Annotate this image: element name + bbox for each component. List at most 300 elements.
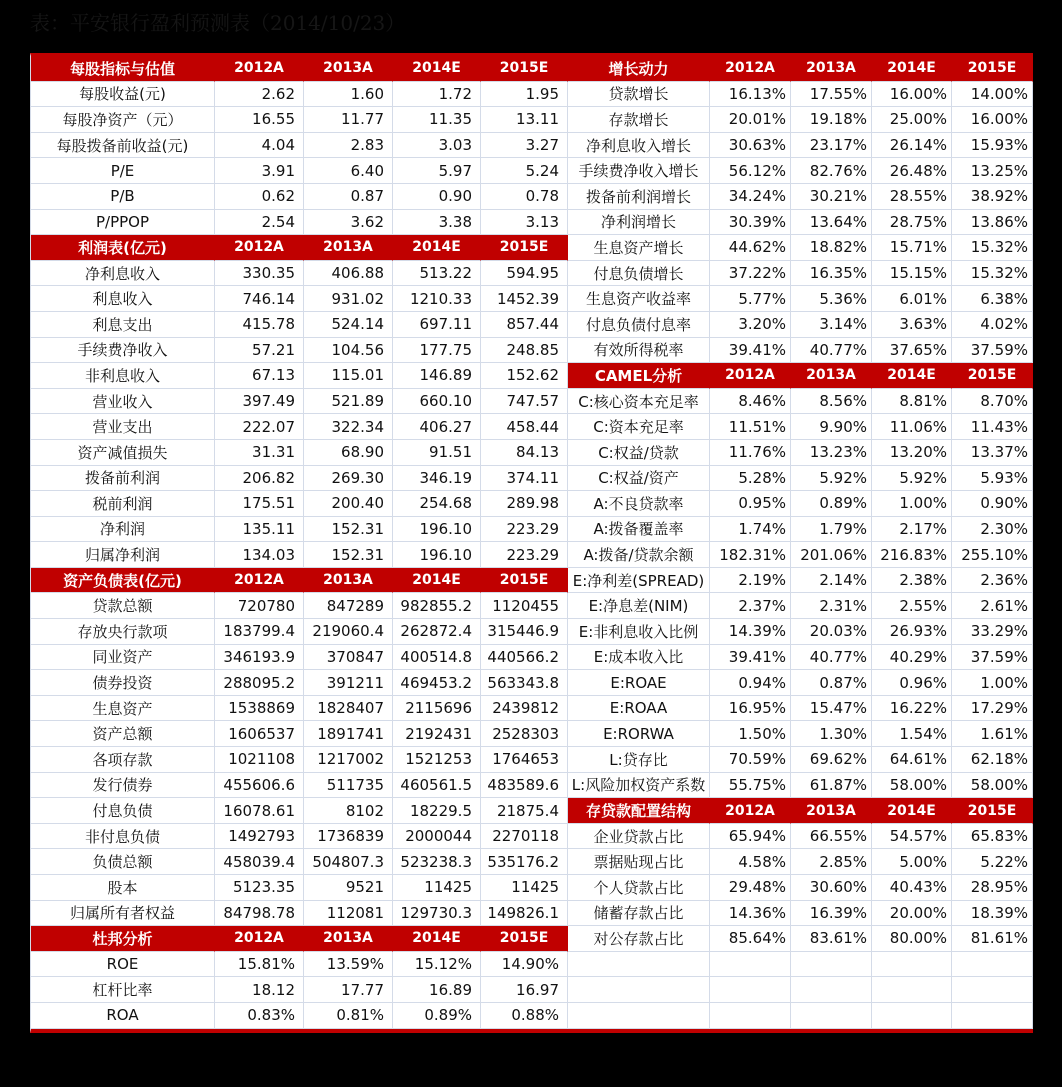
year-header: 2014E	[872, 798, 952, 824]
year-header: 2012A	[710, 798, 791, 824]
value-cell: 26.93%	[872, 619, 952, 645]
row-label: 非利息收入	[31, 363, 215, 389]
value-cell: 0.81%	[304, 1003, 393, 1029]
value-cell: 15.32%	[952, 261, 1033, 287]
table-row	[568, 773, 1033, 799]
year-header: 2014E	[872, 363, 952, 389]
year-header: 2012A	[710, 363, 791, 389]
row-label: 利息支出	[31, 312, 215, 338]
row-label: 同业资产	[31, 645, 215, 671]
value-cell: 1.50%	[710, 721, 791, 747]
value-cell: 521.89	[304, 389, 393, 415]
row-label: P/E	[31, 158, 215, 184]
value-cell: 248.85	[481, 338, 568, 364]
row-label: P/PPOP	[31, 210, 215, 236]
value-cell: 931.02	[304, 286, 393, 312]
forecast-table	[30, 53, 1033, 1033]
value-cell: 1.54%	[872, 721, 952, 747]
value-cell: 513.22	[393, 261, 481, 287]
value-cell: 15.81%	[215, 952, 304, 978]
value-cell: 201.06%	[791, 542, 872, 568]
value-cell: 104.56	[304, 338, 393, 364]
empty-cell	[791, 977, 872, 1003]
value-cell: 14.00%	[952, 82, 1033, 108]
value-cell: 720780	[215, 593, 304, 619]
row-label: 发行债券	[31, 773, 215, 799]
section-header-row	[568, 798, 1033, 824]
table-row	[31, 1003, 568, 1029]
value-cell: 11.51%	[710, 414, 791, 440]
empty-cell	[952, 952, 1033, 978]
row-label: E:ROAE	[568, 670, 710, 696]
value-cell: 21875.4	[481, 798, 568, 824]
value-cell: 44.62%	[710, 235, 791, 261]
value-cell: 28.55%	[872, 184, 952, 210]
value-cell: 5.97	[393, 158, 481, 184]
value-cell: 1828407	[304, 696, 393, 722]
table-row	[31, 210, 568, 236]
value-cell: 16078.61	[215, 798, 304, 824]
table-row	[568, 875, 1033, 901]
value-cell: 440566.2	[481, 645, 568, 671]
table-row	[31, 261, 568, 287]
value-cell: 18229.5	[393, 798, 481, 824]
value-cell: 535176.2	[481, 849, 568, 875]
value-cell: 397.49	[215, 389, 304, 415]
row-label: 归属净利润	[31, 542, 215, 568]
value-cell: 37.59%	[952, 338, 1033, 364]
year-header: 2013A	[304, 235, 393, 261]
section-title: 杜邦分析	[31, 926, 215, 952]
table-row	[31, 286, 568, 312]
row-label: 资产减值损失	[31, 440, 215, 466]
row-label: L:风险加权资产系数	[568, 773, 710, 799]
value-cell: 19.18%	[791, 107, 872, 133]
table-row	[31, 849, 568, 875]
value-cell: 183799.4	[215, 619, 304, 645]
row-label: 有效所得税率	[568, 338, 710, 364]
row-label: 净利润	[31, 517, 215, 543]
empty-row	[568, 952, 1033, 978]
value-cell: 152.31	[304, 517, 393, 543]
value-cell: 81.61%	[952, 926, 1033, 952]
value-cell: 1120455	[481, 593, 568, 619]
value-cell: 2.17%	[872, 517, 952, 543]
value-cell: 2.61%	[952, 593, 1033, 619]
value-cell: 11425	[393, 875, 481, 901]
value-cell: 2.62	[215, 82, 304, 108]
value-cell: 0.89%	[393, 1003, 481, 1029]
value-cell: 1217002	[304, 747, 393, 773]
value-cell: 20.00%	[872, 901, 952, 927]
year-header: 2015E	[481, 568, 568, 594]
table-row	[568, 568, 1033, 594]
value-cell: 400514.8	[393, 645, 481, 671]
year-header: 2013A	[304, 56, 393, 82]
value-cell: 30.63%	[710, 133, 791, 159]
table-row	[568, 107, 1033, 133]
year-header: 2015E	[952, 56, 1033, 82]
value-cell: 1.74%	[710, 517, 791, 543]
value-cell: 2528303	[481, 721, 568, 747]
value-cell: 9521	[304, 875, 393, 901]
value-cell: 1.00%	[952, 670, 1033, 696]
table-row	[568, 824, 1033, 850]
value-cell: 11.35	[393, 107, 481, 133]
table-row	[568, 670, 1033, 696]
value-cell: 6.01%	[872, 286, 952, 312]
value-cell: 13.37%	[952, 440, 1033, 466]
value-cell: 5.00%	[872, 849, 952, 875]
value-cell: 16.00%	[952, 107, 1033, 133]
value-cell: 0.87	[304, 184, 393, 210]
value-cell: 64.61%	[872, 747, 952, 773]
row-label: 企业贷款占比	[568, 824, 710, 850]
value-cell: 391211	[304, 670, 393, 696]
empty-cell	[710, 977, 791, 1003]
value-cell: 406.88	[304, 261, 393, 287]
row-label: 净利息收入	[31, 261, 215, 287]
section-title: 利润表(亿元)	[31, 235, 215, 261]
row-label: 个人贷款占比	[568, 875, 710, 901]
value-cell: 66.55%	[791, 824, 872, 850]
value-cell: 1.60	[304, 82, 393, 108]
year-header: 2012A	[215, 56, 304, 82]
value-cell: 2.19%	[710, 568, 791, 594]
value-cell: 29.48%	[710, 875, 791, 901]
value-cell: 3.13	[481, 210, 568, 236]
value-cell: 16.89	[393, 977, 481, 1003]
year-header: 2015E	[952, 363, 1033, 389]
value-cell: 1210.33	[393, 286, 481, 312]
table-row	[31, 977, 568, 1003]
row-label: 归属所有者权益	[31, 901, 215, 927]
value-cell: 83.61%	[791, 926, 872, 952]
value-cell: 288095.2	[215, 670, 304, 696]
value-cell: 511735	[304, 773, 393, 799]
value-cell: 5.28%	[710, 466, 791, 492]
value-cell: 17.77	[304, 977, 393, 1003]
year-header: 2012A	[215, 568, 304, 594]
year-header: 2013A	[791, 56, 872, 82]
value-cell: 13.11	[481, 107, 568, 133]
value-cell: 5123.35	[215, 875, 304, 901]
value-cell: 3.20%	[710, 312, 791, 338]
value-cell: 2.54	[215, 210, 304, 236]
row-label: 付息负债增长	[568, 261, 710, 287]
value-cell: 9.90%	[791, 414, 872, 440]
value-cell: 16.22%	[872, 696, 952, 722]
row-label: 付息负债付息率	[568, 312, 710, 338]
table-row	[31, 133, 568, 159]
value-cell: 2000044	[393, 824, 481, 850]
row-label: 利息收入	[31, 286, 215, 312]
value-cell: 11.06%	[872, 414, 952, 440]
value-cell: 16.55	[215, 107, 304, 133]
row-label: 净利润增长	[568, 210, 710, 236]
value-cell: 182.31%	[710, 542, 791, 568]
section-title: 存贷款配置结构	[568, 798, 710, 824]
value-cell: 129730.3	[393, 901, 481, 927]
value-cell: 3.14%	[791, 312, 872, 338]
value-cell: 6.38%	[952, 286, 1033, 312]
value-cell: 223.29	[481, 542, 568, 568]
row-label: 存款增长	[568, 107, 710, 133]
row-label: E:净息差(NIM)	[568, 593, 710, 619]
value-cell: 30.39%	[710, 210, 791, 236]
year-header: 2015E	[481, 56, 568, 82]
row-label: 储蓄存款占比	[568, 901, 710, 927]
value-cell: 2270118	[481, 824, 568, 850]
value-cell: 1.00%	[872, 491, 952, 517]
value-cell: 28.75%	[872, 210, 952, 236]
empty-cell	[791, 952, 872, 978]
row-label: 拨备前利润	[31, 466, 215, 492]
value-cell: 70.59%	[710, 747, 791, 773]
year-header: 2014E	[393, 235, 481, 261]
value-cell: 330.35	[215, 261, 304, 287]
value-cell: 255.10%	[952, 542, 1033, 568]
row-label: C:权益/贷款	[568, 440, 710, 466]
value-cell: 0.87%	[791, 670, 872, 696]
value-cell: 523238.3	[393, 849, 481, 875]
value-cell: 54.57%	[872, 824, 952, 850]
value-cell: 254.68	[393, 491, 481, 517]
table-row	[568, 542, 1033, 568]
section-header-row	[568, 363, 1033, 389]
row-label: 杠杆比率	[31, 977, 215, 1003]
row-label: 资产总额	[31, 721, 215, 747]
value-cell: 469453.2	[393, 670, 481, 696]
value-cell: 8.46%	[710, 389, 791, 415]
table-row	[568, 261, 1033, 287]
table-row	[568, 158, 1033, 184]
value-cell: 23.17%	[791, 133, 872, 159]
value-cell: 11425	[481, 875, 568, 901]
value-cell: 56.12%	[710, 158, 791, 184]
value-cell: 149826.1	[481, 901, 568, 927]
year-header: 2014E	[393, 56, 481, 82]
value-cell: 0.78	[481, 184, 568, 210]
value-cell: 1521253	[393, 747, 481, 773]
value-cell: 112081	[304, 901, 393, 927]
value-cell: 18.82%	[791, 235, 872, 261]
value-cell: 30.21%	[791, 184, 872, 210]
value-cell: 747.57	[481, 389, 568, 415]
value-cell: 4.58%	[710, 849, 791, 875]
row-label: 手续费净收入	[31, 338, 215, 364]
value-cell: 2192431	[393, 721, 481, 747]
value-cell: 594.95	[481, 261, 568, 287]
value-cell: 219060.4	[304, 619, 393, 645]
row-label: E:ROAA	[568, 696, 710, 722]
year-header: 2013A	[304, 568, 393, 594]
table-row	[31, 338, 568, 364]
table-row	[31, 517, 568, 543]
row-label: 营业收入	[31, 389, 215, 415]
value-cell: 2.31%	[791, 593, 872, 619]
value-cell: 847289	[304, 593, 393, 619]
value-cell: 84798.78	[215, 901, 304, 927]
value-cell: 3.03	[393, 133, 481, 159]
left-table	[31, 56, 568, 1029]
value-cell: 37.22%	[710, 261, 791, 287]
value-cell: 504807.3	[304, 849, 393, 875]
table-row	[568, 184, 1033, 210]
value-cell: 2115696	[393, 696, 481, 722]
row-label: 生息资产	[31, 696, 215, 722]
value-cell: 18.39%	[952, 901, 1033, 927]
value-cell: 40.77%	[791, 338, 872, 364]
value-cell: 68.90	[304, 440, 393, 466]
table-row	[31, 747, 568, 773]
year-header: 2012A	[710, 56, 791, 82]
table-row	[31, 773, 568, 799]
table-row	[568, 235, 1033, 261]
value-cell: 8.56%	[791, 389, 872, 415]
value-cell: 152.31	[304, 542, 393, 568]
value-cell: 563343.8	[481, 670, 568, 696]
table-row	[31, 389, 568, 415]
value-cell: 206.82	[215, 466, 304, 492]
value-cell: 2.83	[304, 133, 393, 159]
value-cell: 0.90	[393, 184, 481, 210]
table-row	[31, 952, 568, 978]
row-label: 每股净资产（元）	[31, 107, 215, 133]
value-cell: 1492793	[215, 824, 304, 850]
section-header-row	[31, 235, 568, 261]
value-cell: 62.18%	[952, 747, 1033, 773]
value-cell: 14.90%	[481, 952, 568, 978]
row-label: 生息资产收益率	[568, 286, 710, 312]
value-cell: 11.77	[304, 107, 393, 133]
row-label: C:权益/资产	[568, 466, 710, 492]
value-cell: 15.32%	[952, 235, 1033, 261]
section-title: CAMEL分析	[568, 363, 710, 389]
table-row	[568, 593, 1033, 619]
table-row	[568, 619, 1033, 645]
section-header-row	[31, 568, 568, 594]
value-cell: 2.30%	[952, 517, 1033, 543]
value-cell: 16.00%	[872, 82, 952, 108]
value-cell: 3.62	[304, 210, 393, 236]
table-row	[31, 82, 568, 108]
value-cell: 3.63%	[872, 312, 952, 338]
value-cell: 85.64%	[710, 926, 791, 952]
row-label: ROE	[31, 952, 215, 978]
year-header: 2013A	[791, 798, 872, 824]
value-cell: 0.62	[215, 184, 304, 210]
value-cell: 5.77%	[710, 286, 791, 312]
value-cell: 1.79%	[791, 517, 872, 543]
value-cell: 200.40	[304, 491, 393, 517]
row-label: 存放央行款项	[31, 619, 215, 645]
table-row	[31, 491, 568, 517]
row-label: 手续费净收入增长	[568, 158, 710, 184]
year-header: 2015E	[481, 926, 568, 952]
value-cell: 0.96%	[872, 670, 952, 696]
row-label: 付息负债	[31, 798, 215, 824]
section-header-row	[31, 926, 568, 952]
year-header: 2014E	[393, 568, 481, 594]
value-cell: 3.91	[215, 158, 304, 184]
table-row	[568, 466, 1033, 492]
value-cell: 40.43%	[872, 875, 952, 901]
table-row	[568, 312, 1033, 338]
value-cell: 40.77%	[791, 645, 872, 671]
value-cell: 6.40	[304, 158, 393, 184]
table-row	[31, 312, 568, 338]
value-cell: 13.64%	[791, 210, 872, 236]
value-cell: 1.61%	[952, 721, 1033, 747]
value-cell: 370847	[304, 645, 393, 671]
table-row	[568, 389, 1033, 415]
value-cell: 16.97	[481, 977, 568, 1003]
value-cell: 15.15%	[872, 261, 952, 287]
year-header: 2012A	[215, 926, 304, 952]
value-cell: 1.95	[481, 82, 568, 108]
value-cell: 415.78	[215, 312, 304, 338]
row-label: 负债总额	[31, 849, 215, 875]
row-label: A:不良贷款率	[568, 491, 710, 517]
year-header: 2014E	[872, 56, 952, 82]
value-cell: 216.83%	[872, 542, 952, 568]
value-cell: 13.86%	[952, 210, 1033, 236]
table-row	[31, 158, 568, 184]
table-row	[568, 747, 1033, 773]
value-cell: 3.27	[481, 133, 568, 159]
value-cell: 146.89	[393, 363, 481, 389]
value-cell: 0.83%	[215, 1003, 304, 1029]
value-cell: 38.92%	[952, 184, 1033, 210]
value-cell: 1.72	[393, 82, 481, 108]
page-title: 表：平安银行盈利预测表（2014/10/23）	[30, 11, 406, 35]
value-cell: 483589.6	[481, 773, 568, 799]
value-cell: 2.37%	[710, 593, 791, 619]
table-row	[568, 82, 1033, 108]
value-cell: 11.76%	[710, 440, 791, 466]
value-cell: 67.13	[215, 363, 304, 389]
value-cell: 8.70%	[952, 389, 1033, 415]
value-cell: 13.59%	[304, 952, 393, 978]
value-cell: 135.11	[215, 517, 304, 543]
empty-row	[568, 977, 1033, 1003]
year-header: 2015E	[952, 798, 1033, 824]
value-cell: 13.25%	[952, 158, 1033, 184]
section-title: 资产负债表(亿元)	[31, 568, 215, 594]
value-cell: 0.95%	[710, 491, 791, 517]
value-cell: 322.34	[304, 414, 393, 440]
section-title: 每股指标与估值	[31, 56, 215, 82]
value-cell: 25.00%	[872, 107, 952, 133]
table-row	[31, 414, 568, 440]
value-cell: 65.94%	[710, 824, 791, 850]
value-cell: 3.38	[393, 210, 481, 236]
value-cell: 20.03%	[791, 619, 872, 645]
section-header-row	[568, 56, 1033, 82]
value-cell: 1606537	[215, 721, 304, 747]
value-cell: 697.11	[393, 312, 481, 338]
row-label: L:贷存比	[568, 747, 710, 773]
table-row	[568, 696, 1033, 722]
value-cell: 5.36%	[791, 286, 872, 312]
value-cell: 4.02%	[952, 312, 1033, 338]
value-cell: 34.24%	[710, 184, 791, 210]
empty-cell	[710, 1003, 791, 1029]
value-cell: 11.43%	[952, 414, 1033, 440]
row-label: E:非利息收入比例	[568, 619, 710, 645]
row-label: 非付息负债	[31, 824, 215, 850]
